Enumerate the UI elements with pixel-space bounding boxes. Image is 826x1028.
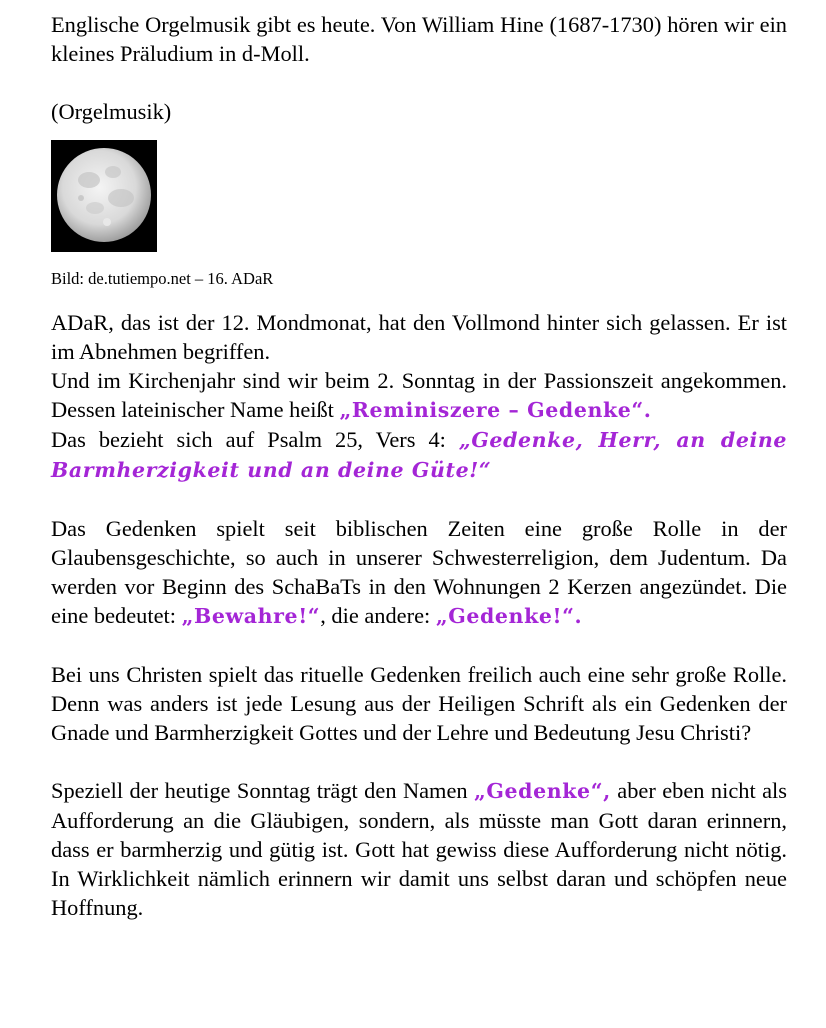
paragraph-christen: Bei uns Christen spielt das rituelle Gedenken freilich auch eine sehr große Rolle. Denn was anders ist jede Lesung aus der Heiligen Schrift als ein Gedenken der Gnade und Barmherzigkeit Gottes und der Lehre und Bedeutung Jesu Christi? [51, 662, 787, 745]
paragraph-adar-line2: Und im Kirchenjahr sind wir beim 2. Sonntag in der Passionszeit angekommen. Dessen lateinischer Name heißt [51, 368, 787, 422]
bewahre-emphasis: „Bewahre!“ [181, 604, 321, 628]
spacer [51, 485, 787, 514]
moon-image [51, 140, 157, 252]
gedenke-emphasis: „Gedenke!“. [435, 604, 583, 628]
paragraph-sonntag [51, 776, 787, 922]
paragraph-adar-line3: Das bezieht sich auf Psalm 25, Vers 4: [51, 427, 459, 452]
paragraph-gedenken-text: Das Gedenken spielt seit biblischen Zeiten eine große Rolle in der Glaubensgeschichte, so auch in unserer Schwesterreligion, dem Judentum. Da werden vor Beginn des SchaBaTs in den Wohnungen 2 Kerzen angezündet. Die eine bedeutet: [51, 516, 787, 628]
image-caption: Bild: de.tutiempo.net – 16. ADaR [51, 269, 274, 288]
sonntag-gedenke-emphasis: „Gedenke“, [474, 779, 611, 803]
document-page [51, 10, 787, 922]
paragraph-sonntag-start: Speziell der heutige Sonntag trägt den Namen [51, 778, 475, 803]
spacer [51, 747, 787, 776]
paragraph-gedenken [51, 514, 787, 631]
paragraph-sonntag-end: aber eben nicht als Aufforderung an die Gläubigen, sondern, als müsste man Gott daran erinnern, dass er barmherzig und gütig ist. Gott hat gewiss diese Aufforderung nicht nötig. In Wirklichkeit nämlich erinnern wir damit uns selbst daran und schöpfen neue Hoffnung. [51, 778, 787, 920]
music-note: (Orgelmusik) [51, 99, 172, 124]
paragraph-adar-line1: ADaR, das ist der 12. Mondmonat, hat den Vollmond hinter sich gelassen. Er ist im Abnehmen begriffen. [51, 310, 787, 364]
spacer [51, 68, 787, 97]
paragraph-gedenken-middle: , die andere: [320, 603, 436, 628]
reminiszere-emphasis: „Reminiszere – Gedenke“. [339, 398, 652, 422]
spacer [51, 631, 787, 660]
paragraph-adar [51, 308, 787, 485]
intro-paragraph: Englische Orgelmusik gibt es heute. Von William Hine (1687-1730) hören wir ein kleines Präludium in d-Moll. [51, 12, 787, 66]
full-moon-icon [51, 140, 157, 252]
psalm-quote-emphasis: „Gedenke, Herr, an deine Barmherzigkeit und an deine Güte!“ [51, 428, 787, 482]
